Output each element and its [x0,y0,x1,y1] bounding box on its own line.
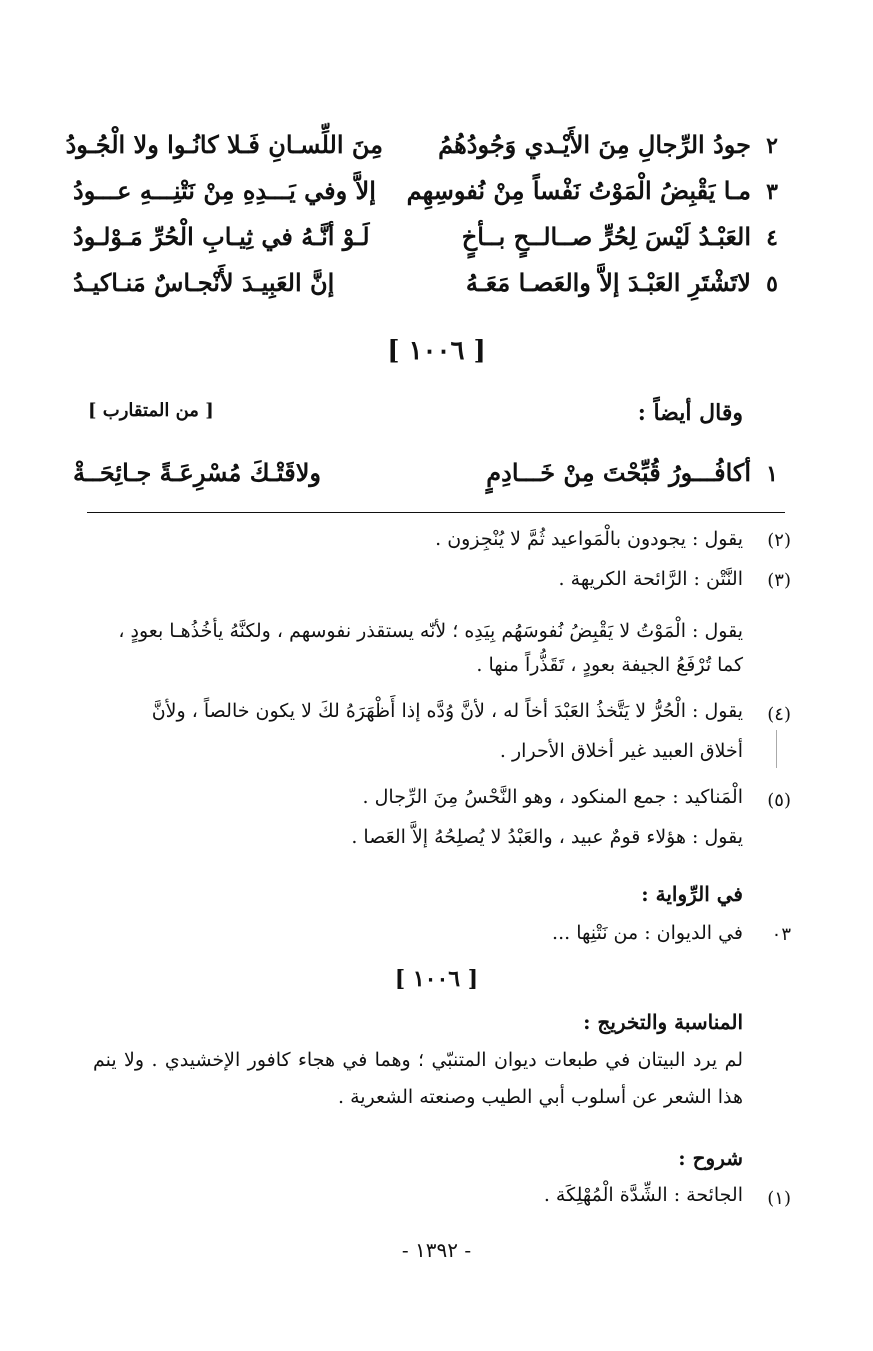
verse-number: ٢ [766,133,778,159]
poem-intro: وقال أيضاً : [637,400,743,426]
page-number: - ١٣٩٢ - [401,1238,472,1262]
verse-number: ٥ [766,271,778,297]
footnote-number: ٠٣ [771,924,791,945]
verse-first-hemistich: جودُ الرِّجالِ مِنَ الأَيْـدي وَجُودُهُمُ [438,130,751,159]
verse-second-hemistich: لَـوْ أنَّـهُ في ثِيـابِ الْحُرِّ مَـوْلـودُ [73,222,370,251]
poem-heading: [ ١٠٠٦ ] [387,336,486,366]
riwaya-text: في الديوان : من نَتْنِها ... [552,922,743,944]
verse-number: ٣ [766,179,778,205]
poem-meter: [ من المتقارب ] [88,400,214,421]
footnote-text: النَّتْن : الرَّائحة الكريهة . [558,568,743,590]
footnote-text: أخلاق العبيد غير أخلاق الأحرار . [499,740,743,762]
verse-second-hemistich: إلاَّ وفي يَـــدِهِ مِنْ نَتْنِـــهِ عـــودُ [73,176,376,205]
footnote-number: (٤) [767,704,791,725]
section-number: [ ١٠٠٦ ] [394,966,479,992]
footnote-number: (١) [767,1188,791,1209]
footnote-number: (٣) [767,570,791,591]
footnote-divider [87,512,785,513]
munasaba-text: لم يرد البيتان في طبعات ديوان المتنبّي ؛ وهما في هجاء كافور الإخشيدي . ولا ينم هذا الشعر عن أسلوب أبي الطيب وصنعته الشعرية . [93,1049,743,1108]
footnote-number: (٥) [767,790,791,811]
verse-line [73,268,793,312]
shuruh-text: الجائحة : الشِّدَّة الْمُهْلِكَة . [543,1184,743,1206]
footnote-text: يقول : الْمَوْتُ لا يَقْبِضُ نُفوسَهُم بِيَدِه ؛ لأنّه يستقذر نفوسهم ، ولكنَّهُ يأخُذُهـا بعودٍ ، [118,620,743,642]
footnote-text: يقول : يجودون بالْمَواعيد ثُمَّ لا يُنْجِزون . [435,528,743,550]
footnote-text: يقول : هؤلاء قومٌ عبيد ، والعَبْدُ لا يُصلِحُهُ إلاَّ العَصا . [351,826,743,848]
verse-second-hemistich: ولاقَتْـكَ مُسْرِعَـةً جـائِحَــةْ [73,458,321,487]
verse-number: ١ [766,461,778,487]
verse-line [65,130,793,174]
section-heading: المناسبة والتخريج : [583,1010,743,1034]
section-heading: شروح : [678,1146,743,1170]
verse-first-hemistich: العَبْـدُ لَيْسَ لِحُرٍّ صــالــحٍ بــأخٍ [461,222,751,251]
verse-first-hemistich: لاتَشْتَرِ العَبْـدَ إلاَّ والعَصـا مَعَـهُ [465,268,751,297]
verse-second-hemistich: إنَّ العَبِيـدَ لأَنْجـاسٌ مَنـاكيـدُ [73,268,335,297]
margin-line [776,730,777,768]
verse-number: ٤ [766,225,778,251]
footnote-text: كما تُرْفَعُ الجيفة بعودٍ ، تَقَذُّراً منها . [476,654,743,676]
verse-first-hemistich: مـا يَقْبِضُ الْمَوْتُ نَفْساً مِنْ نُفوسِهِم [406,176,751,205]
footnote-text: الْمَناكيد : جمع المنكود ، وهو النَّحْسُ مِنَ الرِّجال . [362,786,743,808]
verse-line [73,176,793,220]
verse-first-hemistich: أكافُـــورُ قُبِّحْتَ مِنْ خَـــادِمٍ [486,458,751,487]
footnote-number: (٢) [767,530,791,551]
section-heading: في الرِّواية : [641,882,743,906]
verse-line [73,222,793,266]
footnote-text: يقول : الْحُرُّ لا يَتَّخذُ العَبْدَ أخاً له ، لأنَّ وُدَّه إذا أَظْهَرَهُ لكَ لا يكون خالصاً ، ولأنَّ [151,700,743,722]
verse-line [73,458,793,502]
verse-second-hemistich: مِنَ اللِّسـانِ فَـلا كانُـوا ولا الْجُـودُ [65,130,383,159]
